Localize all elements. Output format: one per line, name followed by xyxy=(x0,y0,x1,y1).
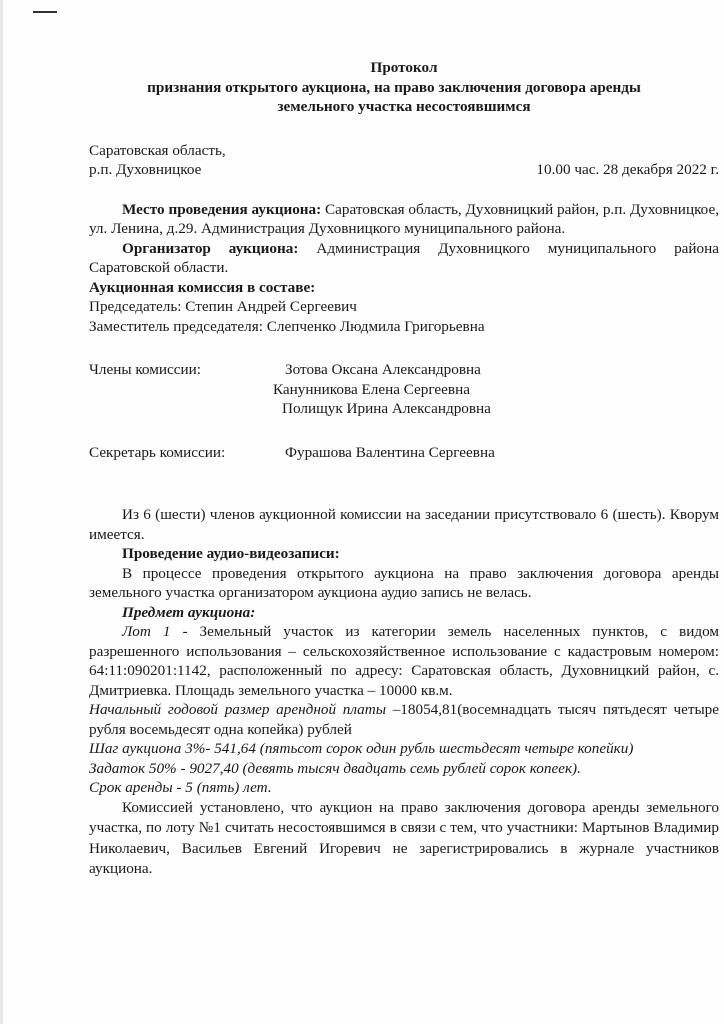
conclusion-paragraph: Комиссией установлено, что аукцион на право заключения договора аренды земельного участка, по лоту №1 считать несостоявшимся в связи с тем, что участники: Мартынов Владимир Николаевич, Васильев Евгений Игоревич не зарегистрировались в журнале участников аукциона. xyxy=(89,798,719,877)
meeting-datetime: 10.00 час. 28 декабря 2022 г. xyxy=(536,161,719,178)
rent-text: –18054,81(восемнадцать тысяч пятьдесят четыре рубля восемьдесят одна копейка) рублей xyxy=(89,701,719,738)
document-subtitle-line1: признания открытого аукциона, на право заключения договора аренды xyxy=(147,78,641,96)
secretary-row xyxy=(89,443,719,463)
subject-heading: Предмет аукциона: xyxy=(122,603,256,621)
member-item: Зотова Оксана Александровна xyxy=(285,361,481,378)
commission-heading: Аукционная комиссия в составе: xyxy=(89,278,316,296)
lease-term: Срок аренды - 5 (пять) лет. xyxy=(89,779,272,796)
lot-paragraph xyxy=(89,622,719,700)
auction-step: Шаг аукциона 3%- 541,64 (пятьсот сорок один рубль шестьдесят четыре копейки) xyxy=(89,740,634,757)
quorum-paragraph: Из 6 (шести) членов аукционной комиссии на заседании присутствовало 6 (шесть). Кворум имеется. xyxy=(89,506,719,543)
document-body xyxy=(89,58,719,880)
document-title: Протокол xyxy=(370,59,438,76)
deposit: Задаток 50% - 9027,40 (девять тысяч двадцать семь рублей сорок копеек). xyxy=(89,759,581,777)
secretary-label: Секретарь комиссии: xyxy=(89,443,226,461)
commission-chair: Председатель: Степин Андрей Сергеевич xyxy=(89,298,357,315)
pen-mark xyxy=(33,11,57,13)
organizer-text: Администрация Духовницкого муниципального района Саратовской области. xyxy=(89,239,720,276)
member-item: Полищук Ирина Александровна xyxy=(282,400,491,417)
scan-edge xyxy=(0,0,3,1024)
place-date-row xyxy=(89,160,719,180)
rent-label: Начальный годовой размер арендной платы xyxy=(89,701,386,718)
members-row xyxy=(89,360,719,419)
organizer-label: Организатор аукциона: xyxy=(122,239,299,257)
region: Саратовская область, xyxy=(89,141,226,159)
organizer-paragraph xyxy=(89,239,719,278)
member-item: Канунникова Елена Сергеевна xyxy=(273,380,470,398)
venue-paragraph xyxy=(89,200,719,239)
lot-label: Лот 1 xyxy=(122,623,171,640)
members-list xyxy=(273,360,491,419)
secretary-name: Фурашова Валентина Сергеевна xyxy=(285,443,495,461)
commission-deputy: Заместитель председателя: Слепченко Людмила Григорьевна xyxy=(89,317,485,335)
lot-text: - Земельный участок из категории земель населенных пунктов, с видом разрешенного использования – сельскохозяйственное использование с кадастровым номером: 64:11:090201:1142, расположенный по адресу: Саратовская область, Духовницкий район, с. Дмитриевка. Площадь земельного участка – 10000 кв.м. xyxy=(89,623,719,699)
venue-label: Место проведения аукциона: xyxy=(122,200,322,218)
recording-paragraph: В процессе проведения открытого аукциона на право заключения договора аренды земельного участка организатором аукциона аудио запись не велась. xyxy=(89,564,719,601)
rent-paragraph xyxy=(89,700,719,739)
settlement: р.п. Духовницкое xyxy=(89,161,202,178)
recording-heading: Проведение аудио-видеозаписи: xyxy=(122,545,340,562)
venue-text: Саратовская область, Духовницкий район, р.п. Духовницкое, ул. Ленина, д.29. Администрация Духовницкого муниципального района. xyxy=(89,200,719,237)
document-subtitle-line2: земельного участка несостоявшимся xyxy=(277,98,531,115)
members-label: Члены комиссии: xyxy=(89,361,201,378)
